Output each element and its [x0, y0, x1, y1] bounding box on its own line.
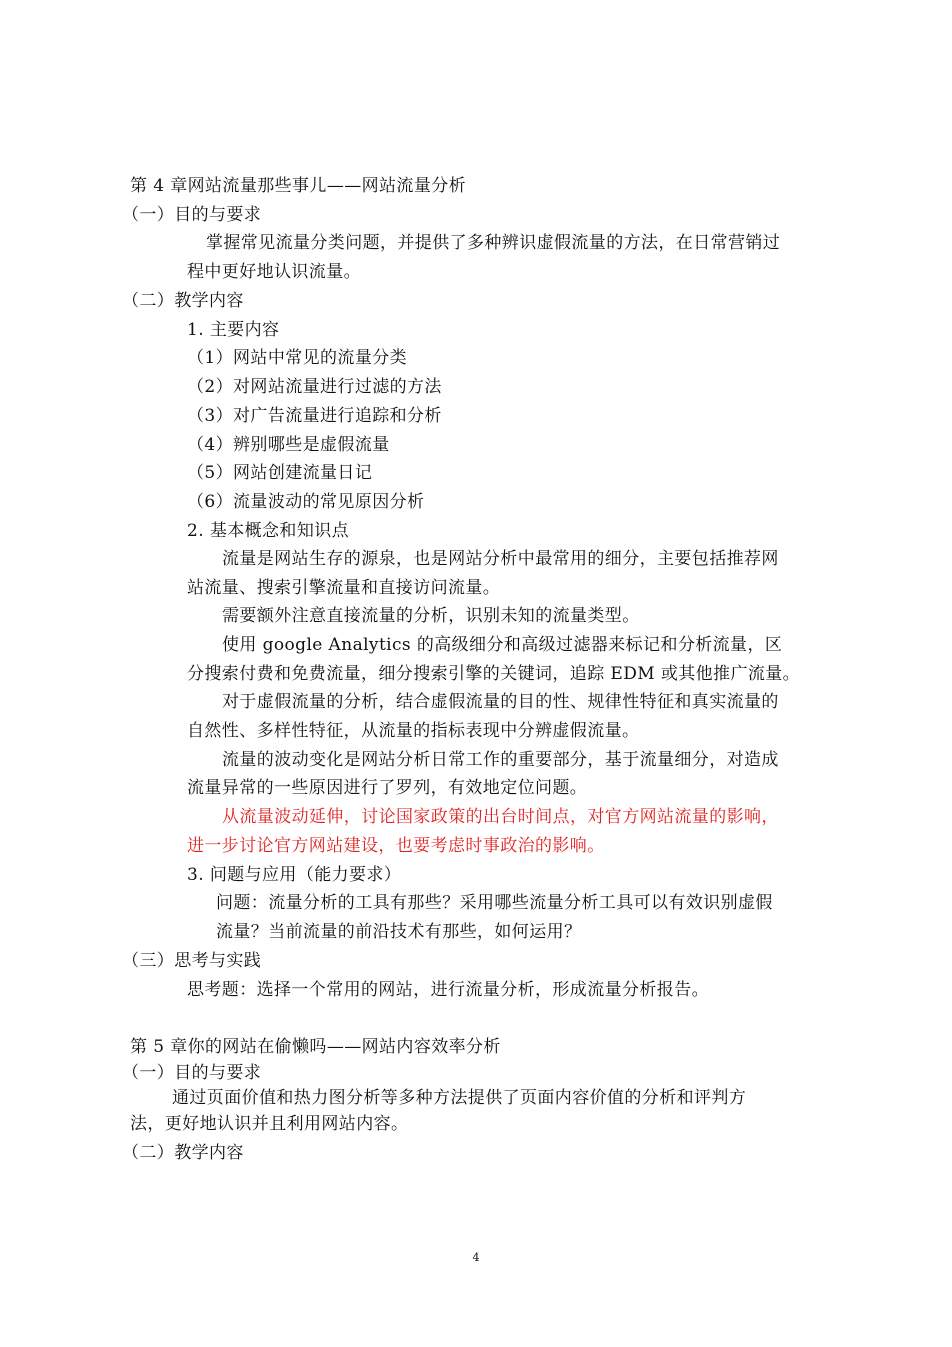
problems-heading: 3. 问题与应用（能力要求）	[187, 865, 402, 885]
page-number: 4	[472, 1251, 480, 1264]
main-content-item: （1）网站中常见的流量分类	[187, 348, 408, 368]
chapter4-title: 第 4 章网站流量那些事儿——网站流量分析	[130, 176, 467, 196]
chapter5-sec1-heading: （一）目的与要求	[122, 1063, 262, 1083]
concepts-line: 流量是网站生存的源泉，也是网站分析中最常用的细分，主要包括推荐网	[222, 549, 779, 569]
chapter5-sec1-body-line1: 通过页面价值和热力图分析等多种方法提供了页面内容价值的分析和评判方	[172, 1088, 747, 1108]
concepts-line: 需要额外注意直接流量的分析，识别未知的流量类型。	[222, 606, 640, 626]
main-content-item: （3）对广告流量进行追踪和分析	[187, 406, 442, 426]
highlighted-note-line2: 进一步讨论官方网站建设，也要考虑时事政治的影响。	[187, 836, 605, 856]
chapter4-sec1-heading: （一）目的与要求	[122, 205, 262, 225]
concepts-line: 流量的波动变化是网站分析日常工作的重要部分，基于流量细分，对造成	[222, 750, 779, 770]
problems-body-line2: 流量？当前流量的前沿技术有那些，如何运用？	[216, 922, 582, 942]
chapter5-sec2-heading: （二）教学内容	[122, 1143, 244, 1163]
main-content-heading: 1. 主要内容	[187, 320, 280, 340]
chapter5-sec1-body-line2: 法，更好地认识并且利用网站内容。	[130, 1114, 409, 1134]
concepts-line: 站流量、搜索引擎流量和直接访问流量。	[187, 578, 501, 598]
concepts-heading: 2. 基本概念和知识点	[187, 521, 350, 541]
main-content-item: （5）网站创建流量日记	[187, 463, 373, 483]
chapter5-title: 第 5 章你的网站在偷懒吗——网站内容效率分析	[130, 1037, 501, 1057]
highlighted-note-line1: 从流量波动延伸，讨论国家政策的出台时间点，对官方网站流量的影响，	[222, 807, 779, 827]
chapter4-sec1-body-line1: 掌握常见流量分类问题，并提供了多种辨识虚假流量的方法，在日常营销过	[206, 233, 781, 253]
chapter4-sec2-heading: （二）教学内容	[122, 291, 244, 311]
problems-body-line1: 问题：流量分析的工具有那些？采用哪些流量分析工具可以有效识别虚假	[216, 893, 773, 913]
chapter4-sec3-body: 思考题：选择一个常用的网站，进行流量分析，形成流量分析报告。	[187, 980, 709, 1000]
chapter4-sec3-heading: （三）思考与实践	[122, 951, 262, 971]
main-content-item: （2）对网站流量进行过滤的方法	[187, 377, 442, 397]
main-content-item: （4）辨别哪些是虚假流量	[187, 435, 390, 455]
concepts-line: 自然性、多样性特征，从流量的指标表现中分辨虚假流量。	[187, 721, 640, 741]
chapter4-sec1-body-line2: 程中更好地认识流量。	[187, 262, 361, 282]
concepts-line: 分搜索付费和免费流量，细分搜索引擎的关键词，追踪 EDM 或其他推广流量。	[187, 664, 801, 684]
concepts-line: 流量异常的一些原因进行了罗列，有效地定位问题。	[187, 778, 588, 798]
concepts-line: 使用 google Analytics 的高级细分和高级过滤器来标记和分析流量，区	[222, 635, 783, 655]
concepts-line: 对于虚假流量的分析，结合虚假流量的目的性、规律性特征和真实流量的	[222, 692, 779, 712]
main-content-item: （6）流量波动的常见原因分析	[187, 492, 425, 512]
